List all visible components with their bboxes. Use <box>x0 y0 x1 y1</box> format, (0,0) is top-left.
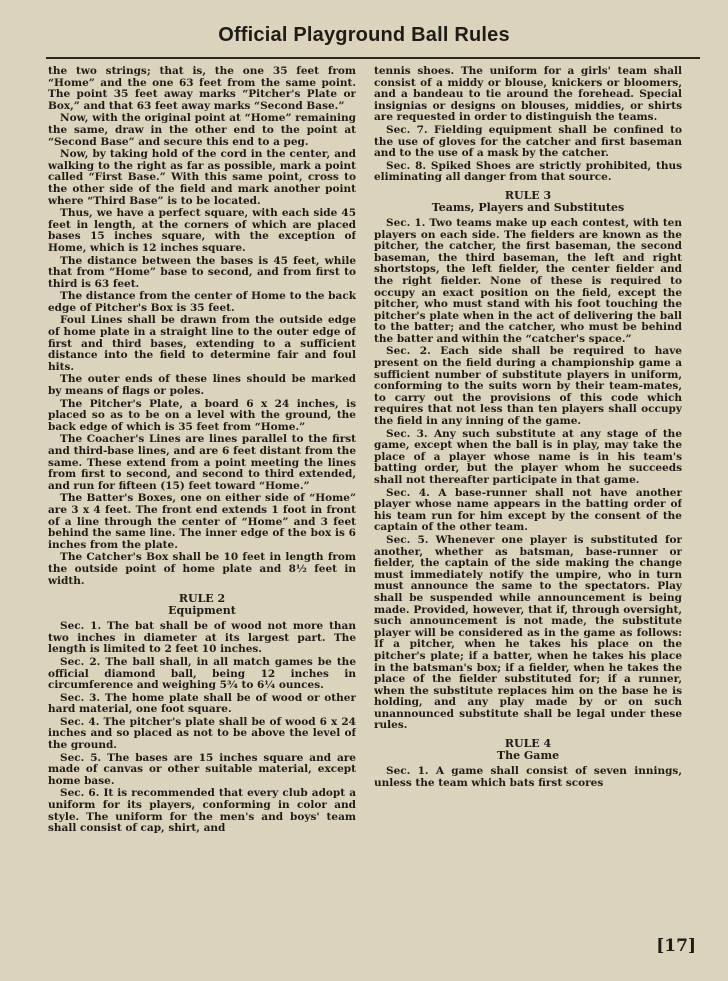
section-paragraph: Sec. 8. Spiked Shoes are strictly prohibited, thus eliminating all danger from that source. <box>374 159 682 184</box>
section-paragraph: Sec. 4. A base-runner shall not have another player whose name appears in the batting order of his team run for him except by the consent of the captain of the other team. <box>374 486 682 534</box>
rule-4-heading: RULE 4 <box>504 737 552 751</box>
paragraph: The Batter's Boxes, one on either side of “Home” are 3 x 4 feet. The front end extends 1 foot in front of a line through the center of “Home” and 3 feet behind the same line. The inner edge of the box is 6 inches from the plate. <box>48 492 356 551</box>
section-paragraph: Sec. 6. It is recommended that every club adopt a uniform for its players, conforming in color and style. The uniform for the men's and boys' team shall consist of cap, shirt, and <box>48 787 356 835</box>
section-paragraph: Sec. 7. Fielding equipment shall be confined to the use of gloves for the catcher and first baseman and to the use of a mask by the catcher. <box>374 123 682 160</box>
paragraph: Now, by taking hold of the cord in the center, and walking to the right as far as possible, mark a point called “First Base.” With this same point, cross to the other side of the field and mark another point where “Third Base” is to be located. <box>48 148 356 207</box>
right-column <box>374 66 682 936</box>
section-paragraph: Sec. 1. The bat shall be of wood not more than two inches in diameter at its largest part. The length is limited to 2 feet 10 inches. <box>48 620 356 656</box>
paragraph: The Catcher's Box shall be 10 feet in length from the outside point of home plate and 8½ feet in width. <box>48 551 356 587</box>
section-paragraph: Sec. 5. Whenever one player is substituted for another, whether as batsman, base-runner or fielder, the captain of the side making the change must immediately notify the umpire, who in turn must announce the same to the spectators. Play shall be suspended while announcement is being made. Provided, however, that if, through oversight, such announcement is not made, the substitute player will be considered as in the game as follows: If a pitcher, when he takes his place on the pitcher's plate; if a batter, when he takes his place in the batsman's box; if a fielder, when he takes the place of the fielder substituted for; if a runner, when the substitute replaces him on the base he is holding, and any play made by or on such unannounced substitute shall be legal under these rules. <box>374 533 682 732</box>
header-divider <box>46 57 700 59</box>
page-title: Official Playground Ball Rules <box>218 24 510 46</box>
rule-2-subheading: Equipment <box>168 604 236 618</box>
paragraph: The distance from the center of Home to the back edge of Pitcher's Box is 35 feet. <box>48 290 356 314</box>
paragraph: The distance between the bases is 45 feet, while that from “Home” base to second, and from first to third is 63 feet. <box>48 254 356 290</box>
section-paragraph: Sec. 1. A game shall consist of seven innings, unless the team which bats first scores <box>374 765 682 789</box>
section-paragraph: Sec. 3. The home plate shall be of wood or other hard material, one foot square. <box>48 691 356 716</box>
rule-3-subheading: Teams, Players and Substitutes <box>431 200 625 214</box>
rule-2-heading: RULE 2 <box>178 592 226 606</box>
left-column <box>48 66 356 936</box>
page-number: [17] <box>656 936 696 956</box>
rule-4-subheading: The Game <box>496 749 560 763</box>
paragraph: The outer ends of these lines should be marked by means of flags or poles. <box>48 373 356 398</box>
paragraph: tennis shoes. The uniform for a girls' team shall consist of a middy or blouse, knickers or bloomers, and a bandeau to tie around the forehead. Special insignias or designs on blouses, middies, or shirts are requested in order to distinguish the teams. <box>374 66 682 124</box>
section-paragraph: Sec. 1. Two teams make up each contest, with ten players on each side. The fielders are known as the pitcher, the catcher, the first baseman, the second baseman, the third baseman, the left and right shortstops, the left fielder, the center fielder and the right fielder. None of these is required to occupy an exact position on the field, except the pitcher, who must stand with his foot touching the pitcher's plate when in the act of delivering the ball to the batter; and the catcher, who must be behind the batter and within the “catcher's space.” <box>374 216 682 345</box>
section-paragraph: Sec. 2. Each side shall be required to have present on the field during a championship game a sufficient number of substitute players in uniform, conforming to the suits worn by their team-mates, to carry out the provisions of this code which requires that not less than ten players shall occupy the field in any inning of the game. <box>374 345 682 428</box>
section-paragraph: Sec. 3. Any such substitute at any stage of the game, except when the ball is in play, may take the place of a player whose name is in his team's batting order, but the player whom he succeeds shall not thereafter participate in that game. <box>374 427 682 486</box>
paragraph: The Pitcher's Plate, a board 6 x 24 inches, is placed so as to be on a level with the ground, the back edge of which is 35 feet from “Home.” <box>48 397 356 433</box>
paragraph: Thus, we have a perfect square, with each side 45 feet in length, at the corners of which are placed bases 15 inches square, with the exception of Home, which is 12 inches square. <box>48 207 356 254</box>
section-paragraph: Sec. 2. The ball shall, in all match games be the official diamond ball, being 12 inches in circumference and weighing 5¾ to 6¼ ounces. <box>48 655 356 692</box>
paragraph: the two strings; that is, the one 35 feet from “Home” and the one 63 feet from the same point. The point 35 feet away marks “Pitcher's Plate or Box,” and that 63 feet away marks “Second Base.” <box>48 66 356 112</box>
paragraph: Foul Lines shall be drawn from the outside edge of home plate in a straight line to the outer edge of first and third bases, extending to a sufficient distance into the field to determine fair and foul hits. <box>48 314 356 373</box>
rule-3-heading: RULE 3 <box>504 188 552 202</box>
section-paragraph: Sec. 5. The bases are 15 inches square and are made of canvas or other suitable material, except home base. <box>48 751 356 787</box>
paragraph: Now, with the original point at “Home” remaining the same, draw in the other end to the point at “Second Base” and secure this end to a peg. <box>48 112 356 148</box>
paragraph: The Coacher's Lines are lines parallel to the first and third-base lines, and are 6 feet distant from the same. These extend from a point meeting the lines from first to second, and second to third extended, and run for fifteen (15) feet toward “Home.” <box>48 433 356 492</box>
section-paragraph: Sec. 4. The pitcher's plate shall be of wood 6 x 24 inches and so placed as not to be above the level of the ground. <box>48 715 356 752</box>
